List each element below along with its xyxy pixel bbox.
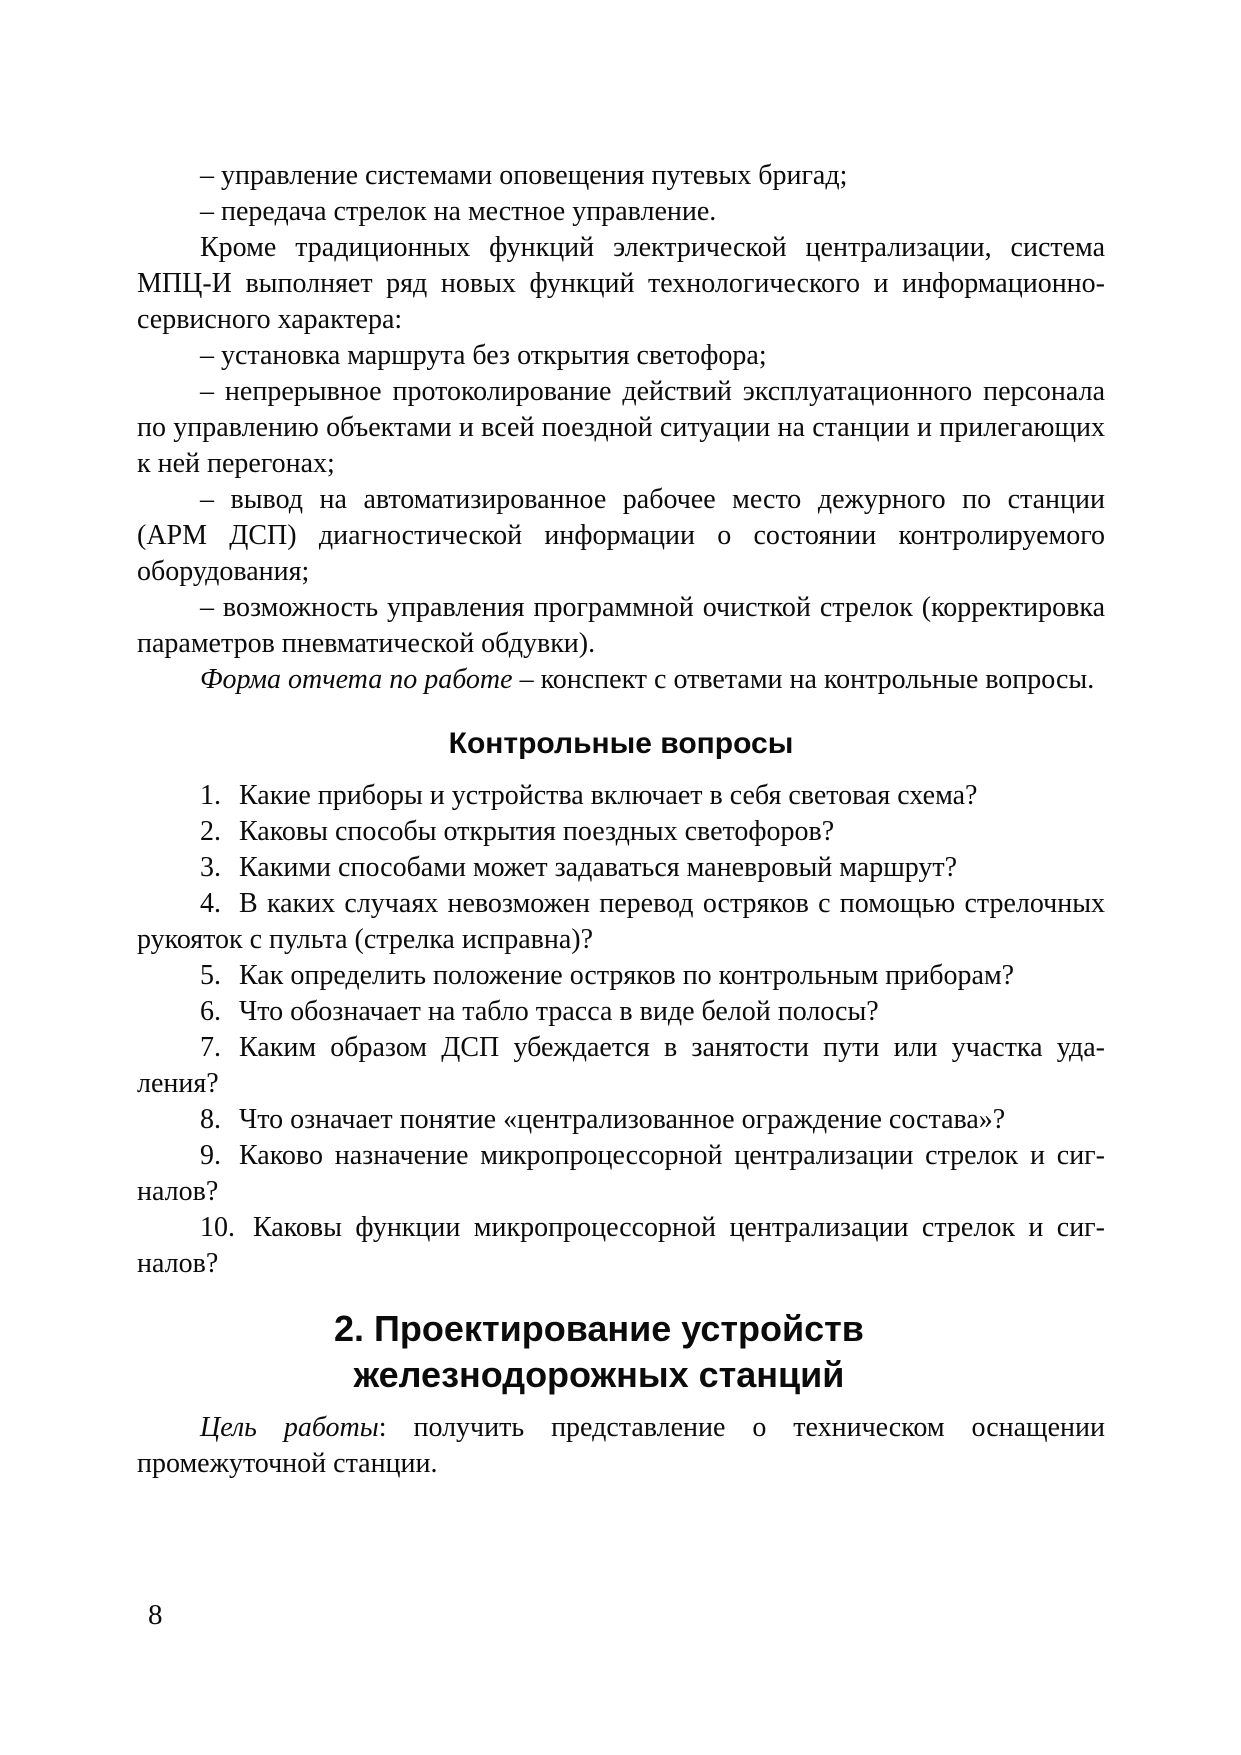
question-number: 3. <box>200 852 221 883</box>
questions-heading: Контрольные вопросы <box>448 727 794 760</box>
question-text: Каким образом ДСП убеждается в занятости пути или участка удаления? <box>137 1032 1105 1099</box>
question-text: В каких случаях невозможен перевод остряков с помощью стрелочных рукояток с пульта (стрелка исправна)? <box>137 888 1105 955</box>
question-number: 9. <box>200 1140 221 1171</box>
question-text: Что означает понятие «централизованное ограждение состава»? <box>239 1104 1006 1135</box>
question-item <box>137 958 1105 994</box>
question-item <box>137 886 1105 958</box>
question-number: 1. <box>200 780 221 811</box>
question-item <box>137 778 1105 814</box>
question-item <box>137 1102 1105 1138</box>
list-item-dash: – непрерывное протоколирование действий эксплуатационного персонала по управлению объектами и всей поездной ситуации на станции и прилегающих к ней перегонах; <box>137 376 1105 479</box>
question-number: 10. <box>200 1212 235 1243</box>
chapter-heading <box>137 1306 1061 1398</box>
question-text: Как определить положение остряков по контрольным приборам? <box>239 960 1015 991</box>
question-number: 7. <box>200 1032 221 1063</box>
question-item <box>137 850 1105 886</box>
list-item-dash: – возможность управления программной очисткой стрелок (корректировка параметров пневматической обдувки). <box>137 592 1105 659</box>
question-item <box>137 1138 1105 1210</box>
question-item <box>137 994 1105 1030</box>
question-number: 2. <box>200 816 221 847</box>
question-number: 8. <box>200 1104 221 1135</box>
report-form-paragraph <box>137 662 1105 698</box>
question-text: Что обозначает на табло трасса в виде белой полосы? <box>239 996 879 1027</box>
list-item-dash: – управление системами оповещения путевых бригад; <box>200 160 848 191</box>
list-item-dash: – вывод на автоматизированное рабочее место дежурного по станции (АРМ ДСП) диагностической информации о состоянии контролируемого оборудования; <box>137 484 1105 587</box>
question-text: Каково назначение микропроцессорной централизации стрелок и сигналов? <box>137 1140 1105 1207</box>
report-form-rest: – конспект с ответами на контрольные вопросы. <box>512 664 1095 695</box>
list-item-dash: – установка маршрута без открытия светофора; <box>200 340 767 371</box>
question-number: 5. <box>200 960 221 991</box>
question-text: Какими способами может задаваться маневровый маршрут? <box>239 852 958 883</box>
goal-rest: : получить представление о техническом оснащении промежуточной станции. <box>137 1412 1105 1479</box>
question-item <box>137 814 1105 850</box>
report-form-lead: Форма отчета по работе <box>200 664 513 695</box>
paragraph-functions-intro: Кроме традиционных функций электрической централизации, система МПЦ-И выполняет ряд новых функций технологического и информационно-сервисного характера: <box>137 232 1105 335</box>
question-item <box>137 1210 1105 1282</box>
question-number: 6. <box>200 996 221 1027</box>
question-text: Каковы функции микропроцессорной централизации стрелок и сигналов? <box>137 1212 1105 1279</box>
goal-lead: Цель работы <box>200 1412 379 1443</box>
goal-paragraph <box>137 1410 1105 1482</box>
question-number: 4. <box>200 888 221 919</box>
chapter-heading-line: железнодорожных станций <box>353 1354 845 1395</box>
chapter-heading-line: 2. Проектирование устройств <box>334 1308 864 1349</box>
page-number: 8 <box>148 1599 163 1631</box>
list-item-dash: – передача стрелок на местное управление. <box>200 196 717 227</box>
question-item <box>137 1030 1105 1102</box>
question-text: Каковы способы открытия поездных светофоров? <box>239 816 835 847</box>
question-text: Какие приборы и устройства включает в себя световая схема? <box>239 780 978 811</box>
page-content <box>137 158 1105 1482</box>
